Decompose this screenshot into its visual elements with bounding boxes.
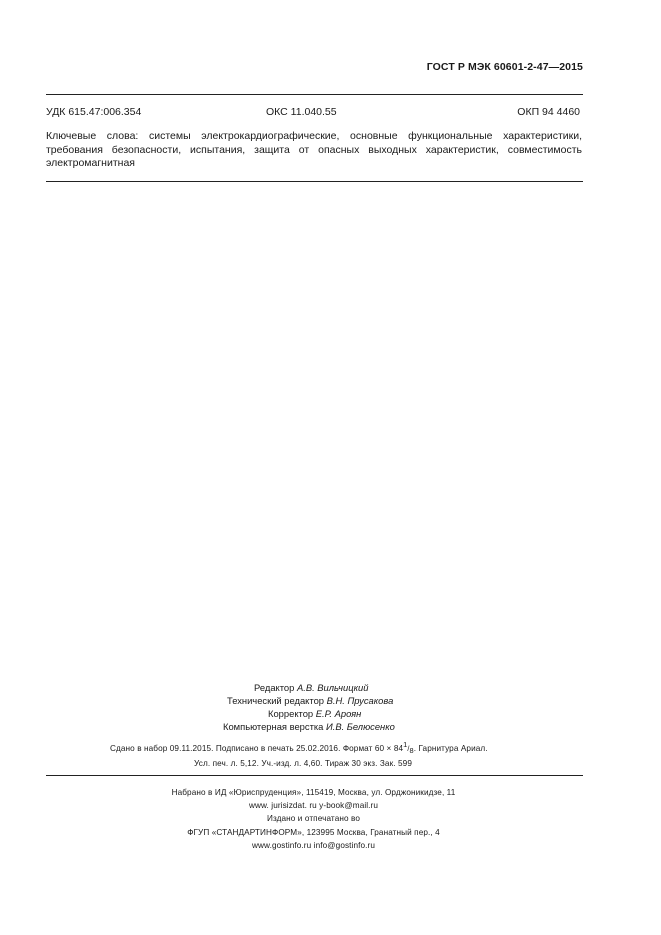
imprint-typeface: . Гарнитура Ариал. [413, 744, 488, 753]
publisher-line: www. jurisizdat. ru y-book@mail.ru [248, 801, 379, 811]
imprint-row-2: Усл. печ. л. 5,12. Уч.-изд. л. 4,60. Тираж 30 экз. Зак. 599 [194, 759, 412, 768]
publisher-line: Набрано в ИД «Юриспруденция», 115419, Москва, ул. Орджоникидзе, 11 [171, 788, 456, 797]
document-code: ГОСТ Р МЭК 60601-2-47—2015 [426, 61, 583, 73]
format-fraction: 1/8 [403, 740, 414, 755]
credit-role: Технический редактор [227, 695, 325, 706]
classifier-codes [46, 106, 580, 120]
top-divider [46, 94, 583, 95]
udk-code: УДК 615.47:006.354 [46, 106, 142, 118]
credit-name: А.В. Вильчицкий [296, 682, 369, 693]
credit-name: В.Н. Прусакова [326, 695, 394, 706]
keywords-divider [46, 181, 583, 182]
publisher-line: Издано и отпечатано во [266, 814, 361, 824]
credit-layout [223, 721, 395, 734]
publisher-line: ФГУП «СТАНДАРТИНФОРМ», 123995 Москва, Гранатный пер., 4 [187, 827, 440, 837]
credit-corrector [268, 708, 361, 721]
oks-code: ОКС 11.040.55 [266, 106, 337, 118]
credit-name: И.В. Белюсенко [326, 721, 395, 732]
publisher-block [0, 786, 627, 852]
imprint-row-1 [110, 740, 488, 755]
credit-tech-editor [227, 695, 393, 708]
keywords-paragraph: Ключевые слова: системы электрокардиографические, основные функциональные характеристики, требования безопасности, испытания, защита от опасных выходных характеристик, совместимость электромагнитная [46, 130, 582, 170]
imprint-submitted: Сдано в набор 09.11.2015. Подписано в печать 25.02.2016. Формат 60 × 84 [110, 744, 404, 753]
credit-editor [254, 682, 368, 695]
publisher-line: www.gostinfo.ru info@gostinfo.ru [251, 840, 375, 850]
imprint-divider [46, 775, 583, 776]
credit-name: Е.Р. Ароян [315, 708, 362, 719]
credit-role: Редактор [254, 682, 295, 693]
okp-code: ОКП 94 4460 [517, 106, 580, 118]
credit-role: Корректор [268, 708, 314, 719]
credit-role: Компьютерная верстка [223, 721, 324, 732]
